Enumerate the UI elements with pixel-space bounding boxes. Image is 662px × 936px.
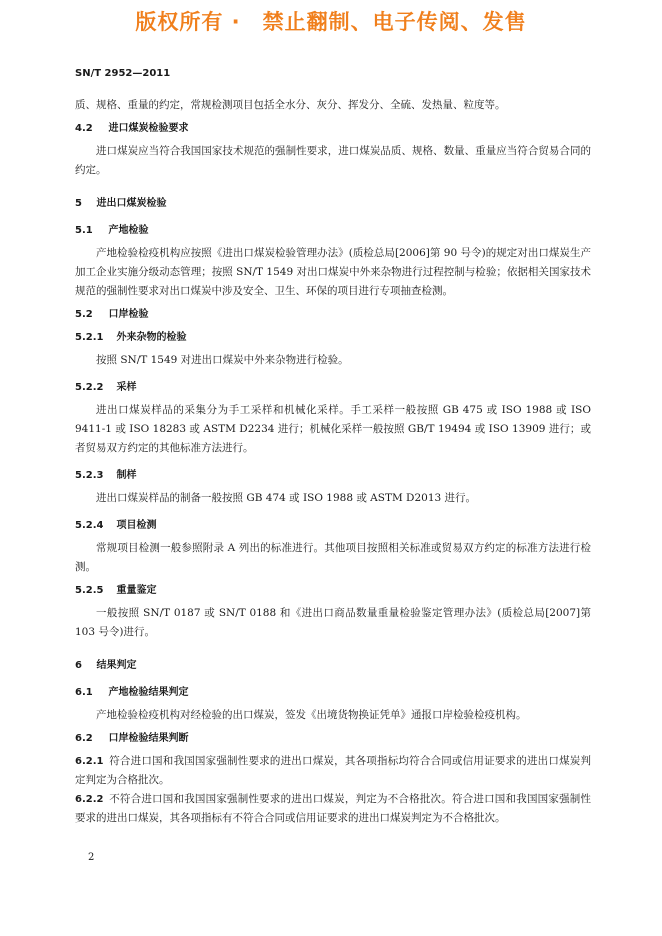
section-number: 6 xyxy=(75,660,82,671)
section-6-1-heading xyxy=(75,683,591,702)
section-4-2-text: 进口煤炭应当符合我国国家技术规范的强制性要求，进口煤炭品质、规格、数量、重量应当符合贸易合同的约定。 xyxy=(75,145,591,176)
section-title: 重量鉴定 xyxy=(116,585,157,596)
section-title: 口岸检验结果判断 xyxy=(108,733,189,744)
section-number: 5.2.1 xyxy=(75,332,104,343)
section-6-2-1-item xyxy=(75,752,591,790)
section-title: 产地检验 xyxy=(108,225,149,236)
section-4-2-heading xyxy=(75,119,591,138)
section-5-2-1-heading xyxy=(75,328,591,347)
section-number: 5.2 xyxy=(75,309,93,320)
copyright-banner: 版权所有 · 禁止翻制、电子传阅、发售 xyxy=(135,10,527,34)
section-5-2-1-text: 按照 SN/T 1549 对进出口煤炭中外来杂物进行检验。 xyxy=(96,354,349,366)
page-number: 2 xyxy=(88,852,95,863)
section-number: 5.2.4 xyxy=(75,520,104,531)
section-5-heading xyxy=(75,194,591,213)
section-title: 外来杂物的检验 xyxy=(116,332,187,343)
section-number: 6.2.1 xyxy=(75,756,104,767)
section-5-2-4-text: 常规项目检测一般参照附录 A 列出的标准进行。其他项目按照相关标准或贸易双方约定的标准方法进行检测。 xyxy=(75,542,591,573)
section-6-1-text: 产地检验检疫机构对经检验的出口煤炭，签发《出境货物换证凭单》通报口岸检验检疫机构。 xyxy=(96,709,527,721)
section-number: 6.1 xyxy=(75,687,93,698)
section-5-1-text: 产地检验检疫机构应按照《进出口煤炭检验管理办法》(质检总局[2006]第 90 号令)的规定对出口煤炭生产加工企业实施分级动态管理；按照 SN/T 1549 对出口煤炭中外来杂物进行过程控制与检验；依据相关国家技术规范的强制性要求对出口煤炭中涉及安全、卫生、环保的项目进行专项抽查检测。 xyxy=(75,247,591,297)
section-5-2-4-heading xyxy=(75,516,591,535)
standard-number: SN/T 2952—2011 xyxy=(75,68,171,79)
section-5-2-5-heading xyxy=(75,581,591,600)
section-title: 结果判定 xyxy=(96,660,137,671)
section-number: 4.2 xyxy=(75,123,93,134)
section-title: 采样 xyxy=(116,382,137,393)
section-5-2-2-heading xyxy=(75,378,591,397)
section-number: 5 xyxy=(75,198,82,209)
section-number: 6.2.2 xyxy=(75,794,104,805)
section-5-2-3-text: 进出口煤炭样品的制备一般按照 GB 474 或 ISO 1988 或 ASTM D2013 进行。 xyxy=(96,492,477,504)
section-title: 进出口煤炭检验 xyxy=(96,198,167,209)
section-5-2-2-text: 进出口煤炭样品的采集分为手工采样和机械化采样。手工采样一般按照 GB 475 或 ISO 1988 或 ISO 9411-1 或 ISO 18283 或 ASTM D2234 进行；机械化采样一般按照 GB/T 19494 或 ISO 13909 进行；或者贸易双方约定的其他标准方法进行。 xyxy=(75,404,591,454)
section-number: 6.2 xyxy=(75,733,93,744)
section-number: 5.2.2 xyxy=(75,382,104,393)
intro-continuation: 质、规格、重量的约定，常规检测项目包括全水分、灰分、挥发分、全硫、发热量、粒度等。 xyxy=(75,99,506,111)
section-5-2-5-text: 一般按照 SN/T 0187 或 SN/T 0188 和《进出口商品数量重量检验鉴定管理办法》(质检总局[2007]第 103 号令)进行。 xyxy=(75,607,591,638)
section-6-2-heading xyxy=(75,729,591,748)
section-title: 产地检验结果判定 xyxy=(108,687,189,698)
section-6-2-2-item xyxy=(75,790,591,828)
section-6-2-1-text: 符合进口国和我国国家强制性要求的进出口煤炭，其各项指标均符合合同或信用证要求的进出口煤炭判定判定为合格批次。 xyxy=(75,755,591,786)
section-title: 口岸检验 xyxy=(108,309,149,320)
page-body xyxy=(75,96,591,828)
section-5-2-3-heading xyxy=(75,466,591,485)
section-5-1-heading xyxy=(75,221,591,240)
section-number: 5.2.3 xyxy=(75,470,104,481)
section-number: 5.2.5 xyxy=(75,585,104,596)
section-5-2-heading xyxy=(75,305,591,324)
section-6-heading xyxy=(75,656,591,675)
section-title: 项目检测 xyxy=(116,520,157,531)
section-title: 制样 xyxy=(116,470,137,481)
section-6-2-2-text: 不符合进口国和我国国家强制性要求的进出口煤炭，判定为不合格批次。符合进口国和我国国家强制性要求的进出口煤炭，其各项指标有不符合合同或信用证要求的进出口煤炭判定为不合格批次。 xyxy=(75,793,591,824)
section-number: 5.1 xyxy=(75,225,93,236)
section-title: 进口煤炭检验要求 xyxy=(108,123,189,134)
